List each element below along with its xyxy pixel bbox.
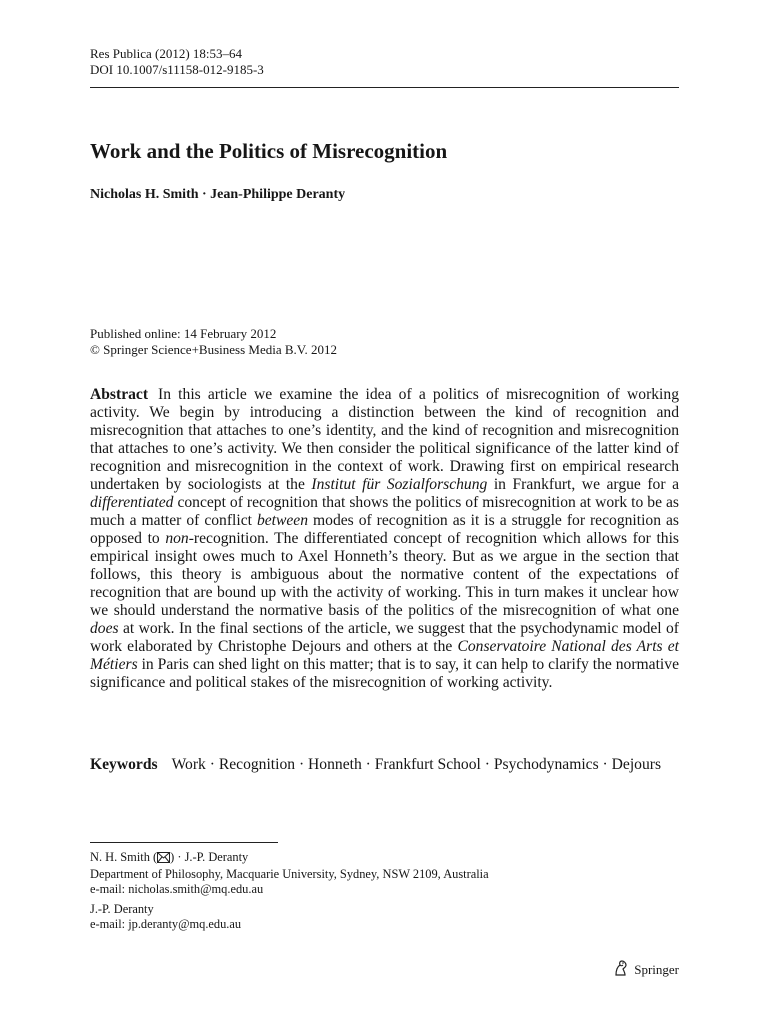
abstract-italic: does — [90, 620, 119, 637]
springer-horse-icon — [612, 959, 630, 981]
article-title: Work and the Politics of Misrecognition — [90, 139, 448, 163]
publication-info — [90, 326, 337, 358]
keywords — [90, 756, 679, 774]
abstract — [90, 386, 679, 692]
abstract-label: Abstract — [90, 386, 149, 403]
journal-citation: Res Publica (2012) 18:53–64 — [90, 46, 243, 61]
keywords-list: Work · Recognition · Honneth · Frankfurt School · Psychodynamics · Dejours — [171, 756, 662, 773]
copyright-line: © Springer Science+Business Media B.V. 2012 — [90, 342, 337, 357]
abstract-text: in Paris can shed light on this matter; that is to say, it can help to clarify the normative significance and political stakes of the misrecognition of working activity. — [90, 656, 679, 691]
doi[interactable]: DOI 10.1007/s11158-012-9185-3 — [90, 62, 264, 77]
abstract-italic: differentiated — [90, 494, 174, 511]
header-rule — [90, 87, 679, 88]
abstract-text: -recognition. The differentiated concept of recognition which allows for this empirical insight owes much to Axel Honneth’s theory. But as we argue in the section that follows, this theory is ambiguous about the normative content of the expectations of recognition that are bound up with the activity of working. This in turn makes it unclear how we should understand the normative basis of the politics of the misrecognition of what one — [90, 530, 679, 619]
keywords-label: Keywords — [90, 756, 158, 773]
coauthor-name: ) · J.-P. Deranty — [170, 850, 249, 864]
author-name: N. H. Smith ( — [90, 850, 158, 864]
published-online: Published online: 14 February 2012 — [90, 326, 277, 341]
affiliation-block — [90, 850, 489, 897]
publisher-logo — [612, 959, 679, 981]
author-line: Nicholas H. Smith · Jean-Philippe Deranty — [90, 187, 346, 202]
envelope-icon[interactable] — [157, 852, 170, 867]
abstract-text: concept of recognition that shows the politics of misrecognition at work to be as much a matter of conflict — [90, 494, 679, 529]
abstract-text: at work. In the final sections of the article, we suggest that the psychodynamic model of work elaborated by Christophe Dejours and others at the — [90, 620, 679, 655]
abstract-text: modes of recognition as it is a struggle for recognition as opposed to — [90, 512, 679, 547]
affiliation-block-2 — [90, 902, 241, 932]
abstract-text: in Frankfurt, we argue for a — [487, 476, 679, 493]
email-deranty[interactable]: e-mail: jp.deranty@mq.edu.au — [90, 917, 242, 931]
journal-header — [90, 46, 264, 78]
abstract-italic: non — [165, 530, 189, 547]
corresponding-author-line — [90, 850, 489, 867]
footnote-rule — [90, 842, 278, 843]
abstract-text: In this article we examine the idea of a politics of misrecognition of working activity. We begin by introducing a distinction between the kind of recognition and misrecognition that attaches to one’s identity, and the kind of recognition and misrecognition that attaches to one’s activity. We then consider the political significance of the latter kind of recognition and misrecognition in the context of work. Drawing first on empirical research undertaken by sociologists at the — [90, 386, 679, 493]
abstract-italic: between — [256, 512, 309, 529]
abstract-italic: Institut für Sozialforschung — [311, 476, 488, 493]
author-name-2: J.-P. Deranty — [90, 902, 154, 916]
department: Department of Philosophy, Macquarie University, Sydney, NSW 2109, Australia — [90, 867, 489, 881]
publisher-name: Springer — [634, 962, 679, 977]
email-smith[interactable]: e-mail: nicholas.smith@mq.edu.au — [90, 882, 264, 896]
abstract-italic: Conservatoire National des Arts et Métiers — [90, 638, 679, 673]
